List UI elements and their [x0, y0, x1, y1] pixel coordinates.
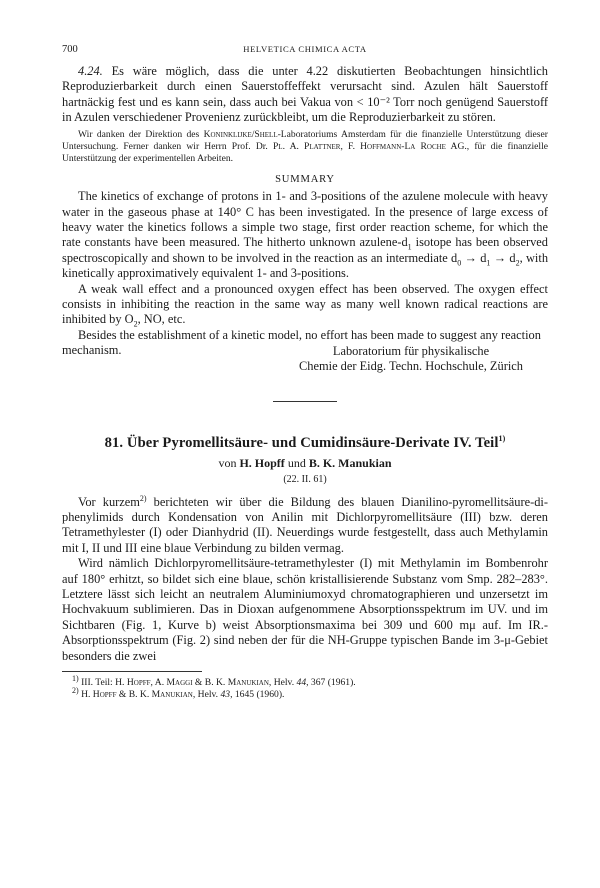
fn1-pre: III. Teil: — [78, 676, 116, 688]
address-line-1: Laboratorium für physikalische — [332, 343, 490, 358]
summary-heading: SUMMARY — [275, 174, 335, 186]
summary-paragraph-1 — [62, 189, 548, 281]
body-paragraph-2 — [62, 556, 548, 664]
fn1-authors: H. Hopff, A. Maggi & B. K. Manukian — [115, 676, 269, 688]
article-title-text: 81. Über Pyromellitsäure- und Cumidinsäure-Derivate IV. Teil — [104, 434, 499, 451]
summary-p1-e: , with kinetically approximatively equivalent 1- and 3-positions. — [62, 250, 549, 281]
summary-p1-d: → d — [490, 250, 516, 265]
article-authors — [62, 456, 548, 471]
body-p2: Wird nämlich Dichlorpyromellitsäure-tetramethylester (I) mit Methylamin im Bombenrohr auf 180° erhitzt, so bildet sich eine blaue, schön kristallisierende Substanz vom Smp. 282–283°. Letztere lässt sich leicht an neutralem Aluminiumoxyd chromatographieren und unzersetzt im Hochvakuum sublimieren. Das in Dioxan aufgenommene Absorptionsspektrum im UV. und im Sichtbaren (Fig. 1, Kurve b) weist Absorptionsmaxima bei 309 und 600 mμ auf. Im IR.-Absorptionsspektrum (Fig. 2) sind neben der für die NH-Gruppe typischen Bande im 3-μ-Gebiet besonders die zwei — [62, 556, 548, 663]
received-date: (22. II. 61) — [283, 473, 327, 485]
page-number: 700 — [62, 44, 78, 55]
summary-paragraph-2 — [62, 282, 548, 328]
fn1-volume: 44 — [296, 676, 307, 688]
ack-lab: Koninklijke/Shell — [203, 128, 278, 140]
summary-p1-a: The kinetics of exchange of protons in 1- and 3-positions of the azulene molecule with heavy water in the gaseous phase at 140° C has been investigated. In the presence of large excess of heavy water the kinetics follows a simple two stage, first order reaction scheme, for which the rate constants have been measured. The hitherto unknown azulene-d — [62, 189, 548, 250]
author-1: H. Hopff — [239, 455, 285, 470]
authors-pre: von — [218, 455, 240, 470]
body-paragraph-1 — [62, 495, 548, 557]
ack-text-4: AG., für die finanzielle Unterstützung der experimentellen Arbeiten. — [62, 140, 548, 165]
acknowledgement — [62, 129, 548, 166]
intro-paragraph — [62, 64, 548, 126]
section-divider — [273, 401, 337, 402]
author-2: B. K. Manukian — [308, 455, 392, 470]
summary-p2-a: A weak wall effect and a pronounced oxygen effect has been observed. The oxygen effect consists in inhibiting the reaction in the same way as many well known radical reactions are inhibited by O — [62, 281, 548, 327]
summary-p3: Besides the establishment of a kinetic model, no effort has been made to suggest any reaction mechanism. — [62, 327, 541, 358]
body-p1-a: Vor kurzem — [78, 494, 140, 509]
fn2-authors: H. Hopff & B. K. Manukian — [81, 689, 193, 701]
intro-text: Es wäre möglich, dass die unter 4.22 diskutierten Beobachtungen hinsichtlich Reproduzierbarkeit durch einen Sauerstoffeffekt verursacht sind. Azulen hält Sauerstoff hartnäckig fest und es kann sein, dass auch bei Vakua von < 10⁻² Torr noch genügend Sauerstoff in Azulen verschiedener Provenienz zurückbleibt, um die Reproduzierbarkeit zu stören. — [62, 64, 548, 125]
address-line-2: Chemie der Eidg. Techn. Hochschule, Zürich — [299, 359, 523, 374]
para-number: 4.24. — [78, 64, 103, 78]
fn1-mark: 1) — [72, 673, 79, 683]
footnote-2 — [62, 686, 548, 701]
ack-text-1: Wir danken der Direktion des — [78, 128, 204, 140]
journal-name: HELVETICA CHIMICA ACTA — [243, 44, 367, 54]
body-p1-b: berichteten wir über die Bildung des blauen Dianilino-pyromellitsäure-di-phenylimids durch Kondensation von Anilin mit Dichlorpyromellitsäure (III) bzw. deren Tetramethylester (I) oder Dianhydrid (II). Neuerdings wurde festgestellt, dass auch Methylamin mit I, II und III eine blaue Verbindung zu bilden vermag. — [62, 494, 548, 555]
sub-d2: 2 — [515, 258, 520, 268]
fn1-pages: , 367 (1961). — [306, 676, 356, 688]
footnote-1 — [62, 673, 548, 689]
ack-text-2: -Laboratoriums Amsterdam für die finanzielle Unterstützung dieser Untersuchung. Ferner danken wir Herrn Prof. Dr. — [62, 128, 548, 152]
ack-prof: Pl. A. Plattner — [272, 140, 341, 152]
sub-d1b: 1 — [486, 258, 491, 268]
article-body — [62, 495, 548, 664]
running-header — [62, 44, 548, 62]
footnote-rule — [62, 671, 202, 672]
summary-p1-b: isotope has been observed spectroscopically and shown to be involved in the reaction as an intermediate d — [62, 235, 548, 265]
sub-o2: 2 — [133, 319, 138, 329]
authors-mid: und — [284, 455, 309, 470]
summary-p2-b: , NO, etc. — [137, 312, 186, 327]
ack-text-3: , — [340, 140, 348, 152]
fn2-journal: , Helv. — [192, 689, 221, 701]
footnote-ref-2: 2) — [139, 493, 147, 503]
summary-p1-c: → d — [461, 250, 487, 265]
fn2-volume: 43 — [220, 689, 231, 701]
article-title — [62, 435, 548, 452]
sub-d0: 0 — [457, 258, 462, 268]
fn2-pages: , 1645 (1960). — [230, 689, 285, 701]
page — [62, 44, 548, 702]
affiliation-address — [274, 344, 548, 375]
ack-company: F. Hoffmann-La Roche — [348, 140, 446, 152]
fn1-journal: , Helv. — [268, 676, 297, 688]
title-footnote-mark: 1) — [498, 433, 506, 443]
fn2-mark: 2) — [72, 686, 79, 696]
sub-d1: 1 — [407, 242, 412, 252]
